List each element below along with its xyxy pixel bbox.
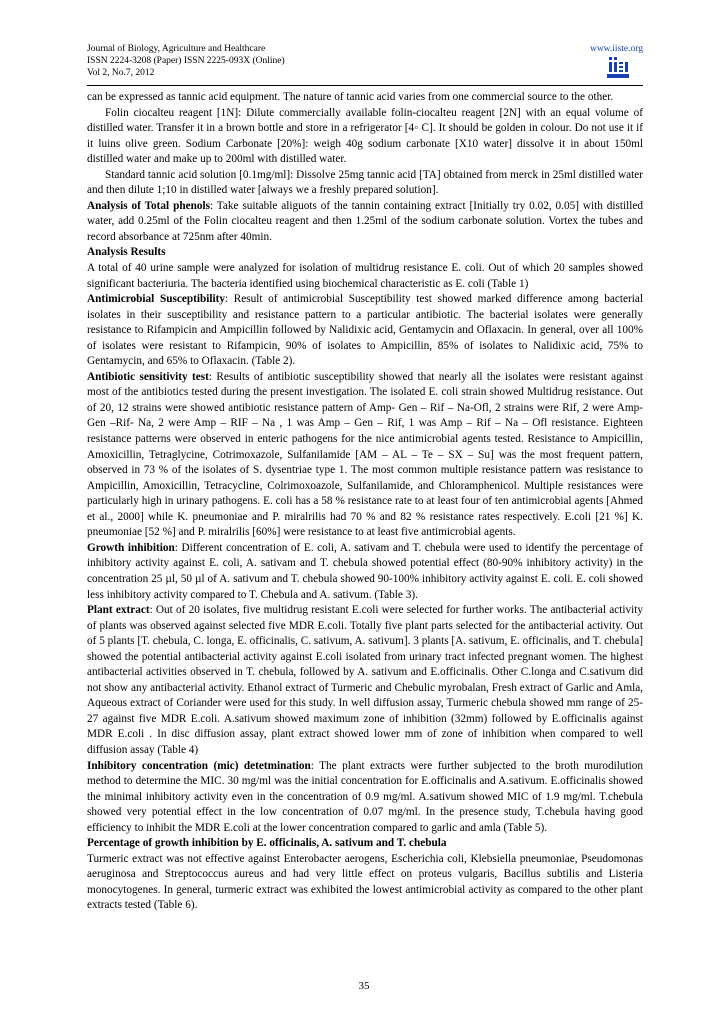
page [87, 44, 643, 914]
paragraph: Analysis of Total phenols: Take suitable aliguots of the tannin containing extract [Initially try 0.02, 0.05] with distilled water, add 0.25ml of the Folin ciocalteu reagent and then 1.25ml of the sodium carbonate solution. Vortex the tubes and record absorbance at 725nm after 40min. [87, 199, 644, 243]
section-heading: Antimicrobial Susceptibility [87, 293, 225, 306]
paragraph: Plant extract: Out of 20 isolates, five multidrug resistant E.coli were selected for further works. The antibacterial activity of plants was observed against selected five MDR E.coli. Totally five plant parts selected for the antibacterial activity. Out of 5 plants [T. chebula, C. longa, E. officinalis, C. sativum, A. sativum]. 3 plants [A. sativum, E. officinalis, and T. chebula] showed the potential antibacterial activity against E.coli isolated from urinary tract infected pregnant women. The highest antibacterial activities observed in T. chebula, followed by A. sativum and E.officinalis. Other C.longa and C.sativum did not show any antibacterial activity. Ethanol extract of Turmeric and Chebulic myrobalan, Fresh extract of Garlic and Amla, Aqueous extract of Coriander were used for this study. In well diffusion assay, Turmeric chebula showed mm range of 25-27 against five MDR E.coli. A.sativum showed maximum zone of inhibition (32mm) followed by E.officinalis against MDR E.coli . In disc diffusion assay, plant extract showed lower mm of zone of inhibition when compared to well diffusion assay (Table 4) [87, 604, 643, 756]
section-heading: Percentage of growth inhibition by E. officinalis, A. sativum and T. chebula [87, 837, 447, 850]
header-divider [87, 85, 643, 86]
paragraph: Antibiotic sensitivity test: Results of antibiotic susceptibility showed that nearly all the isolates were resistant against most of the antibiotics tested during the present investigation. The isolated E. coli strain showed Multidrug resistance. Out of 20, 12 strains were showed antibiotic resistance pattern of Amp- Gen – Rif – Na-Ofl, 2 strains were Rif, 2 were Amp- Gen –Rif- Na, 2 were Amp – RIF – Na , 1 was Amp – Gen – Rif, 1 was Amp – Rif – Na – Ofl resistance. Eighteen resistance patterns were observed in enteric pathogens for the nice antimicrobial agents tested. Resistance to Ampicillin, Amoxicillin, Tetraglycine, Cotrimoxazole, Sulfanilamide [AM – AL – Te – SX – Su] was the most frequent pattern, observed in 73 % of the isolates of S. dysentriae type 1. The most common multiple resistance pattern was resistance to Ampicillin, Amoxicillin, Tetracycline, Colrimoxoazole, Sulfanilamide, and Chloramphenicol. Multiple resistances were particularly high in urinary pathogens. E. coli has a 58 % resistance rate to at least four of ten antimicrobial agents [Ahmed et al., 2000] while K. pneumoniae and P. miralrilis had 70 % and 82 % resistance rates respectively. E.coli [21 %] K. pneumoniae [52 %] and P. miralrilis [60%] were resistance to at least five antimicrobial agents. [87, 370, 643, 539]
issn-line: ISSN 2224-3208 (Paper) ISSN 2225-093X (Online) [87, 55, 285, 66]
volume-line: Vol 2, No.7, 2012 [87, 67, 155, 78]
paragraph: Folin ciocalteu reagent [1N]: Dilute commercially available folin-ciocalteu reagent [2N] with an equal volume of distilled water. Transfer it in a brown bottle and store in a refrigerator [4◦ C]. It should be golden in colour. Do not use it if it luins olive green. Sodium Carbonate [20%]: weigh 40g sodium carbonate [X10 water] dissolve it in about 150ml distilled water and make up to 200ml with distilled water. [87, 106, 643, 166]
paragraph: Standard tannic acid solution [0.1mg/ml]: Dissolve 25mg tannic acid [TA] obtained from merck in 25ml distilled water and then dilute 1;10 in distilled water [always we a freshly prepared solution]. [87, 168, 643, 197]
section-heading-line [87, 245, 643, 261]
section-heading: Analysis Results [87, 246, 166, 259]
paragraph: Turmeric extract was not effective against Enterobacter aerogens, Escherichia coli, Klebsiella pneumoniae, Pseudomonas aeruginosa and Streptococcus aureus and had very little effect on proteus vulgaris, Bacillus subtilis and Listeria monocytogenes. In general, turmeric extract was exhibited the lowest antimicrobial activity as compared to the other plant extracts tested (Table 6). [87, 852, 643, 912]
paragraph: A total of 40 urine sample were analyzed for isolation of multidrug resistance E. coli. Out of which 20 samples showed significant bacteriuria. The bacteria identified using biochemical characteristic as E. coli (Table 1) [87, 262, 643, 290]
section-heading: Antibiotic sensitivity test [87, 370, 209, 383]
section-heading: Inhibitory concentration (mic) detetmination [87, 759, 311, 772]
iiste-logo-icon [607, 57, 629, 79]
section-heading: Plant extract [87, 604, 150, 617]
page-number: 35 [358, 980, 370, 992]
paragraph: Growth inhibition: Different concentration of E. coli, A. sativam and T. chebula were used to identify the percentage of inhibitory activity against E. coli, A. sativam and T. chebula showed potential effect (80-90% inhibitory activity) in the concentration 25 µl, 50 µl of A. sativum and T. chebula showed 90-100% inhibitory activity against E. coli. E. coli showed less inhibitory activity compared to T. Chebula and A. sativum. (Table 3). [87, 541, 643, 601]
section-heading: Growth inhibition [87, 541, 175, 554]
journal-title: Journal of Biology, Agriculture and Healthcare [87, 44, 266, 54]
paragraph: Antimicrobial Susceptibility: Result of antimicrobial Susceptibility test showed marked difference among bacterial isolates in their susceptibility and resistance pattern to a particular antibiotic. The bacterial isolates were generally resistance to Rifampicin and Ampicillin followed by Nalidixic acid, Gentamycin and Oflaxacin. In general, over all 100% of isolates were resistant to Rifampicin, 90% of isolates to Ampicillin, 85% of isolates to Nalidixic acid, 75% to Gentamycin, and 65% to Oflaxacin. (Table 2). [87, 293, 643, 368]
paragraph: Inhibitory concentration (mic) detetmination: The plant extracts were further subjected to the broth murodilution method to determine the MIC. 30 mg/ml was the initial concentration for E.officinalis and A.sativum. E.officinalis showed the minimal inhibitory activity even in the concentration of 0.9 mg/ml. A.sativum showed MIC of 1.9 mg/ml. T.chebula showed very potential effect in the low concentration of 0.07 mg/ml. In the presence study, T.chebula having good efficiency to inhibit the MDR E.coli at the lower concentration compared to garlic and amla (Table 5). [87, 759, 643, 834]
journal-url-link[interactable]: www.iiste.org [589, 44, 643, 54]
running-header [87, 44, 643, 84]
article-body [87, 90, 643, 914]
section-heading-line [87, 836, 643, 852]
paragraph: can be expressed as tannic acid equipment. The nature of tannic acid varies from one commercial source to the other. [87, 91, 614, 103]
section-heading: Analysis of Total phenols [87, 199, 210, 212]
